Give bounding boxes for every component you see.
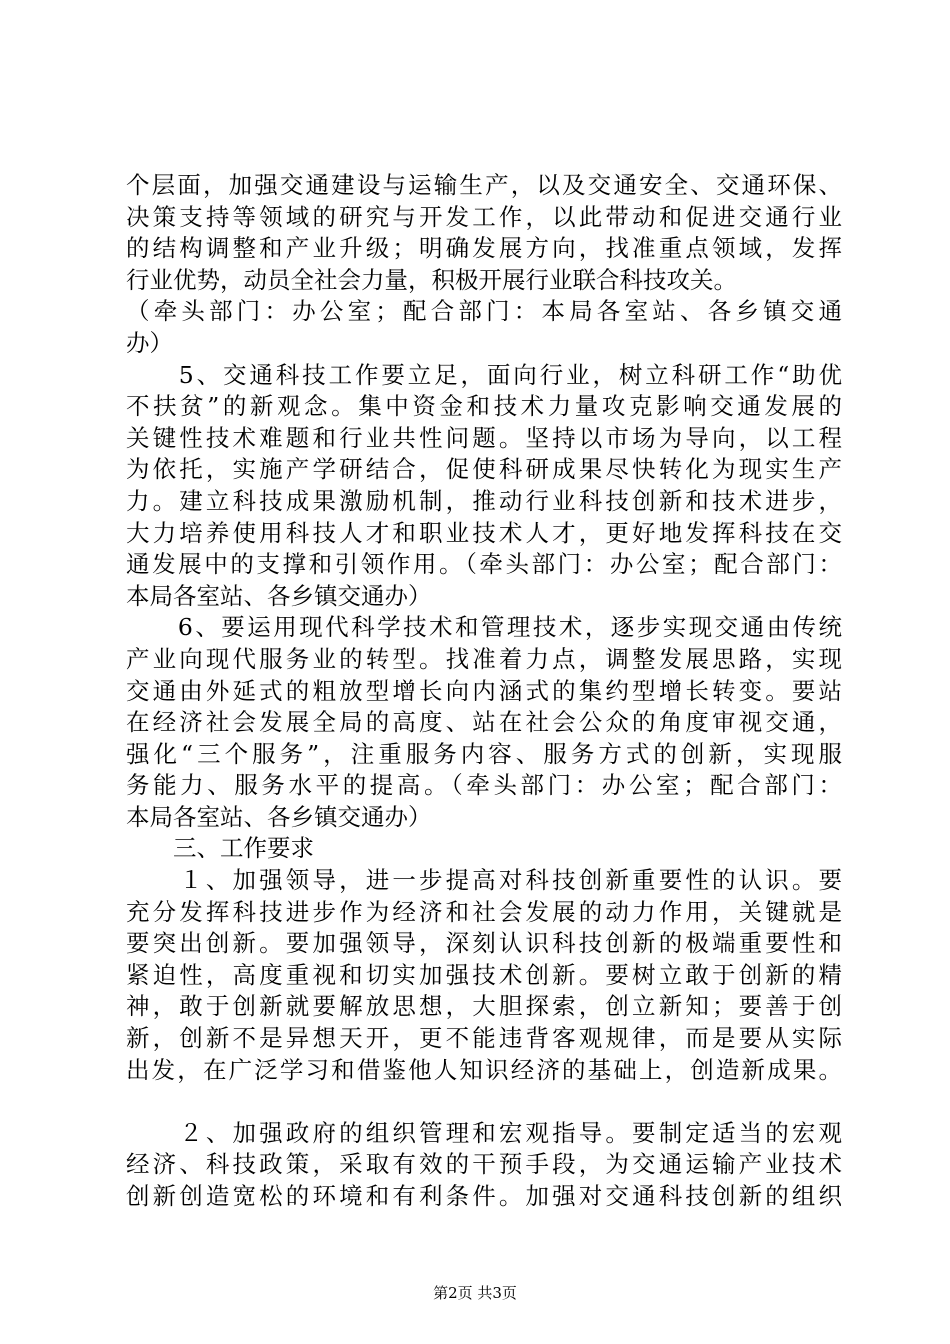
text-line: １、加强领导，进一步提高对科技创新重要性的认识。要: [126, 866, 842, 895]
document-body: [126, 170, 842, 1213]
text-line: 新，创新不是异想天开，更不能违背客观规律，而是要从实际: [126, 1024, 842, 1053]
text-line: 在经济社会发展全局的高度、站在社会公众的角度审视交通，: [126, 708, 842, 737]
page-footer: 第2页 共3页: [433, 1284, 517, 1302]
text-line: 要突出创新。要加强领导，深刻认识科技创新的极端重要性和: [126, 929, 842, 958]
paragraph-requirement-1: [126, 865, 842, 1086]
text-line: 关键性技术难题和行业共性问题。坚持以市场为导向，以工程: [126, 423, 842, 452]
text-line: 为依托，实施产学研结合，促使科研成果尽快转化为现实生产: [126, 455, 842, 484]
text-line: 个层面，加强交通建设与运输生产，以及交通安全、交通环保、: [126, 171, 842, 199]
text-line: ２、加强政府的组织管理和宏观指导。要制定适当的宏观: [126, 1118, 842, 1147]
text-line: 不扶贫”的新观念。集中资金和技术力量攻克影响交通发展的: [126, 392, 842, 421]
text-line: 行业优势，动员全社会力量，积极开展行业联合科技攻关。: [126, 265, 737, 294]
text-line: 紧迫性，高度重视和切实加强技术创新。要树立敢于创新的精: [126, 960, 842, 989]
text-line: 5、交通科技工作要立足，面向行业，树立科研工作“助优: [126, 360, 842, 389]
text-line: 产业向现代服务业的转型。找准着力点，调整发展思路，实现: [126, 644, 842, 673]
paragraph-item-6: [126, 612, 842, 833]
text-line: 通发展中的支撑和引领作用。（牵头部门：办公室；配合部门：: [126, 550, 842, 579]
text-line: 办）: [126, 328, 173, 357]
text-line: 交通由外延式的粗放型增长向内涵式的集约型增长转变。要站: [126, 676, 842, 705]
text-line: 创新创造宽松的环境和有利条件。加强对交通科技创新的组织: [126, 1182, 842, 1210]
text-line: 神，敢于创新就要解放思想，大胆探索，创立新知；要善于创: [126, 992, 842, 1021]
text-line: 经济、科技政策，采取有效的干预手段，为交通运输产业技术: [126, 1150, 842, 1179]
text-line: 务能力、服务水平的提高。（牵头部门：办公室；配合部门：: [126, 771, 842, 800]
section-heading: [126, 833, 842, 865]
paragraph-requirement-2: [126, 1118, 842, 1213]
text-line: 本局各室站、各乡镇交通办）: [126, 581, 432, 610]
text-line: 强化“三个服务”，注重服务内容、服务方式的创新，实现服: [126, 739, 842, 768]
text-line: （牵头部门：办公室；配合部门：本局各室站、各乡镇交通: [126, 297, 842, 326]
text-line: 大力培养使用科技人才和职业技术人才，更好地发挥科技在交: [126, 518, 842, 547]
paragraph-item-5: [126, 360, 842, 613]
paragraph-continued: [126, 170, 842, 360]
section-heading-text: 三、工作要求: [126, 834, 314, 863]
text-line: 的结构调整和产业升级；明确发展方向，找准重点领域，发挥: [126, 234, 842, 263]
text-line: 本局各室站、各乡镇交通办）: [126, 802, 432, 831]
text-line: 力。建立科技成果激励机制，推动行业科技创新和技术进步，: [126, 486, 842, 515]
text-line: 决策支持等领域的研究与开发工作，以此带动和促进交通行业: [126, 202, 842, 231]
text-line: 充分发挥科技进步作为经济和社会发展的动力作用，关键就是: [126, 897, 842, 926]
paragraph-gap: [126, 1086, 842, 1118]
text-line: 出发，在广泛学习和借鉴他人知识经济的基础上，创造新成果。: [126, 1055, 842, 1084]
text-line: 6、要运用现代科学技术和管理技术，逐步实现交通由传统: [126, 613, 842, 642]
